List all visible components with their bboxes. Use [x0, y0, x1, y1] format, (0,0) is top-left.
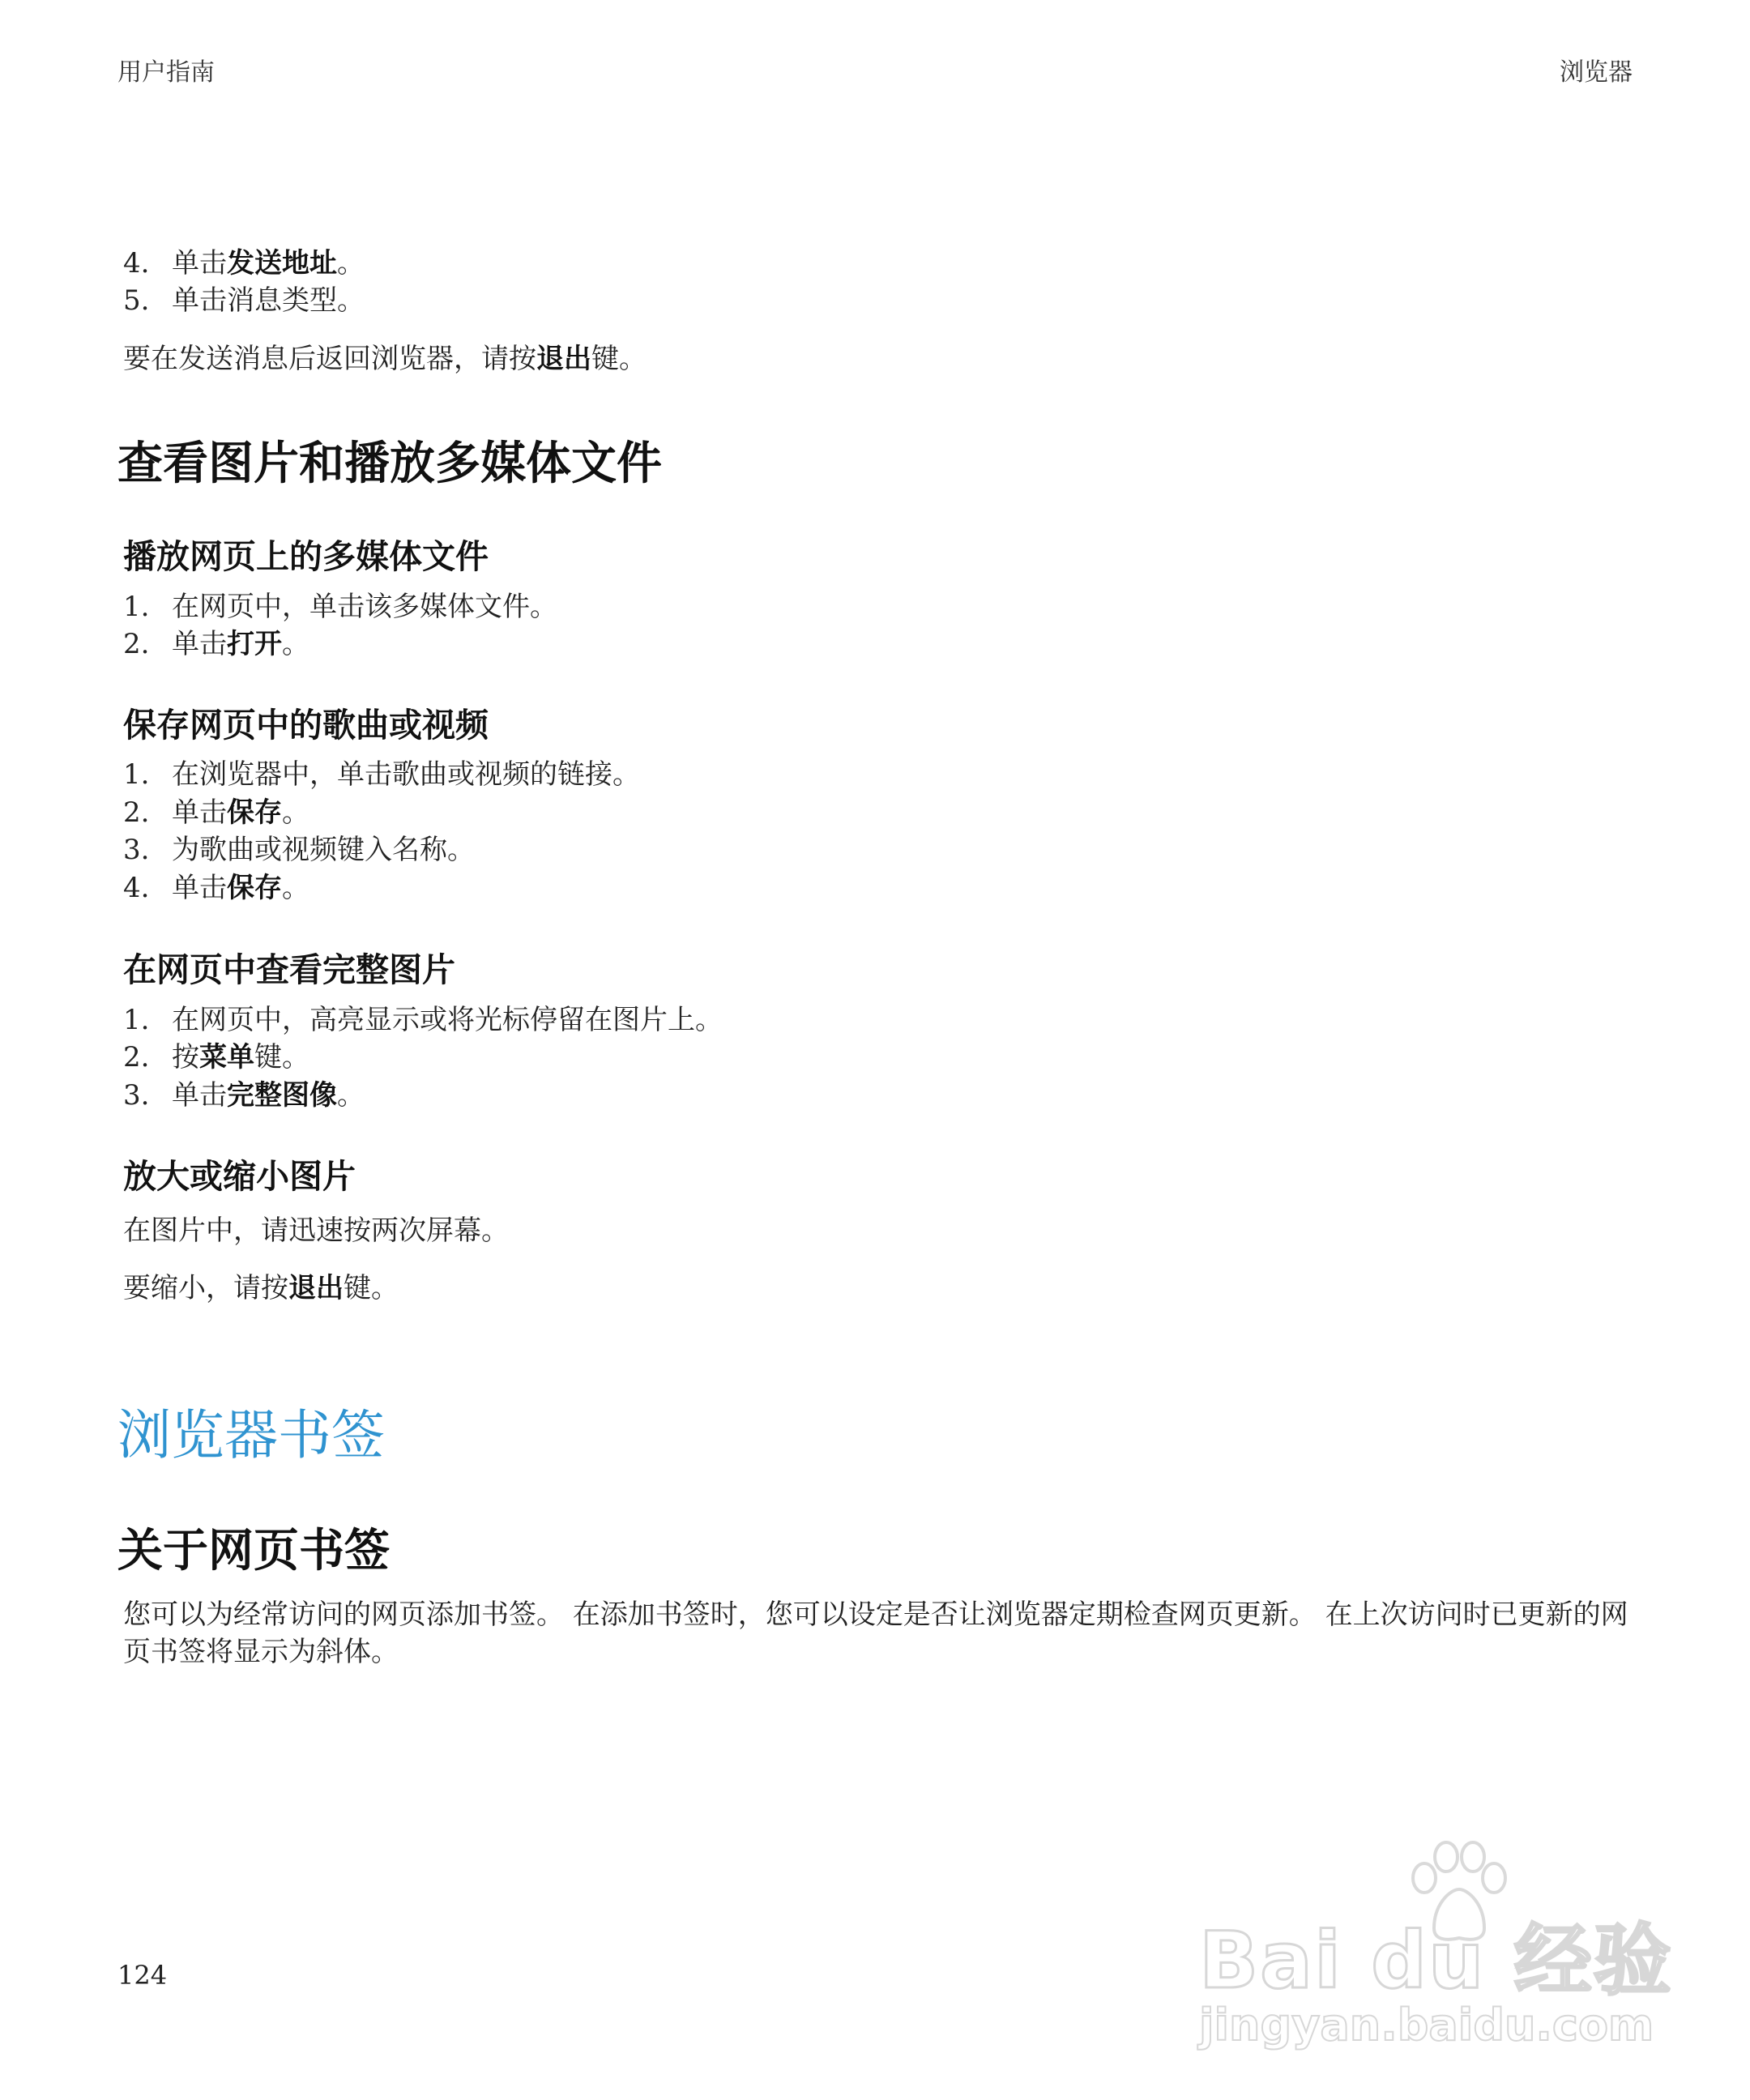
- list-item: [123, 245, 365, 282]
- subheading-zoom: 放大或缩小图片: [123, 1157, 356, 1196]
- step-text-end: 。: [337, 247, 365, 280]
- list-item: 1. 在浏览器中，单击歌曲或视频的链接。: [123, 758, 640, 791]
- step-number: 5.: [123, 284, 150, 317]
- subheading-full-image: 在网页中查看完整图片: [123, 950, 455, 989]
- step-number: 4.: [123, 247, 150, 280]
- list-item: 3. 为歌曲或视频键入名称。: [123, 834, 475, 866]
- list-item: 2. 单击打开。: [123, 628, 309, 660]
- subheading-play-media: 播放网页上的多媒体文件: [123, 537, 489, 576]
- about-bookmarks-body: 您可以为经常访问的网页添加书签。 在添加书签时，您可以设定是否让浏览器定期检查网页更新。 在上次访问时已更新的网页书签将显示为斜体。: [123, 1598, 1628, 1668]
- running-header-left: 用户指南: [117, 58, 215, 87]
- chapter-heading-bookmarks: 浏览器书签: [117, 1404, 385, 1466]
- page-number: 124: [117, 1960, 168, 1991]
- step-ui-term: 发送地址: [227, 247, 337, 280]
- baidu-jingyan-watermark: [1199, 1839, 1673, 2051]
- key-name: 退出: [288, 1272, 344, 1304]
- running-header-right: 浏览器: [1560, 58, 1633, 87]
- step-text: 单击: [172, 247, 227, 280]
- section-heading-media: 查看图片和播放多媒体文件: [117, 438, 662, 490]
- watermark-brand: Bai du 经验: [1199, 1915, 1673, 2006]
- intro-note: 要在发送消息后返回浏览器，请按退出键。: [123, 343, 647, 375]
- list-item: 2. 按菜单键。: [123, 1041, 309, 1073]
- list-item: 3. 单击完整图像。: [123, 1079, 365, 1112]
- list-item: [123, 282, 365, 319]
- list-item: 1. 在网页中，高亮显示或将光标停留在图片上。: [123, 1004, 723, 1036]
- section-heading-about-bookmarks: 关于网页书签: [117, 1525, 390, 1577]
- subheading-save-media: 保存网页中的歌曲或视频: [123, 706, 489, 745]
- zoom-out-instruction: 要缩小，请按退出键。: [123, 1272, 399, 1304]
- list-item: 1. 在网页中，单击该多媒体文件。: [123, 591, 557, 623]
- list-item: 4. 单击保存。: [123, 872, 309, 904]
- watermark-url: jingyan.baidu.com: [1199, 2000, 1654, 2051]
- key-name: 退出: [536, 343, 591, 375]
- zoom-instruction: 在图片中，请迅速按两次屏幕。: [123, 1214, 509, 1247]
- step-text: 单击消息类型。: [172, 284, 365, 317]
- list-item: 2. 单击保存。: [123, 796, 309, 829]
